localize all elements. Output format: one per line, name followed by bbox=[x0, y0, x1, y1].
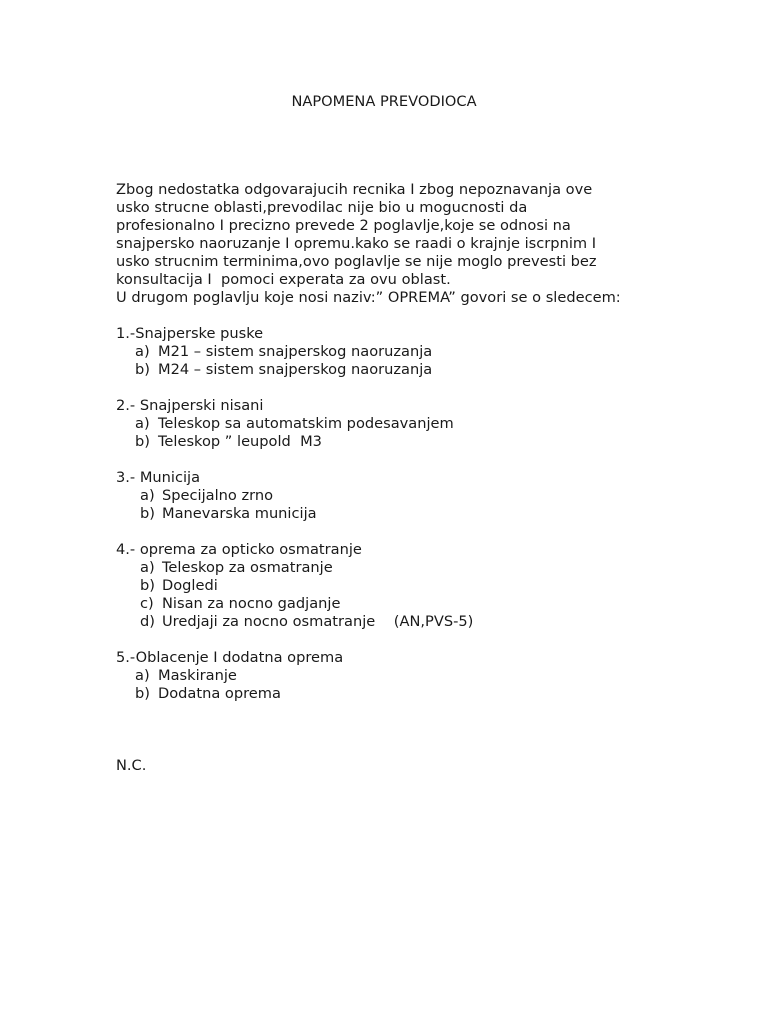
list-marker: a) bbox=[135, 415, 150, 432]
section-snajperske-puske bbox=[116, 325, 736, 379]
list-marker: b) bbox=[135, 433, 150, 450]
signature: N.C. bbox=[116, 757, 147, 774]
list-item bbox=[116, 685, 736, 703]
list-item bbox=[116, 667, 736, 685]
list-item bbox=[116, 559, 736, 577]
list-item-text: M24 – sistem snajperskog naoruzanja bbox=[158, 361, 433, 378]
list-item bbox=[116, 433, 736, 451]
list-item bbox=[116, 505, 736, 523]
intro-line: usko strucne oblasti,prevodilac nije bio u mogucnosti da bbox=[116, 199, 528, 216]
list-marker: b) bbox=[140, 505, 155, 522]
section-heading: 1.-Snajperske puske bbox=[116, 325, 264, 342]
intro-paragraph bbox=[116, 181, 736, 307]
list-item bbox=[116, 343, 736, 361]
intro-line: snajpersko naoruzanje I opremu.kako se raadi o krajnje iscrpnim I bbox=[116, 235, 597, 252]
spacer bbox=[116, 307, 736, 325]
intro-line: Zbog nedostatka odgovarajucih recnika I zbog nepoznavanja ove bbox=[116, 181, 593, 198]
list-item bbox=[116, 487, 736, 505]
list-marker: b) bbox=[140, 577, 155, 594]
section-heading: 4.- oprema za opticko osmatranje bbox=[116, 541, 362, 558]
list-item bbox=[116, 577, 736, 595]
list-item-text: Uredjaji za nocno osmatranje (AN,PVS-5) bbox=[162, 613, 474, 630]
list-item-text: Specijalno zrno bbox=[162, 487, 274, 504]
section-heading: 3.- Municija bbox=[116, 469, 201, 486]
section-oblacenje bbox=[116, 649, 736, 703]
list-item-text: Nisan za nocno gadjanje bbox=[162, 595, 341, 612]
list-marker: b) bbox=[135, 685, 150, 702]
list-marker: b) bbox=[135, 361, 150, 378]
list-item-text: Teleskop ” leupold M3 bbox=[158, 433, 322, 450]
list-item-text: Dodatna oprema bbox=[158, 685, 281, 702]
section-opticko-osmatranje bbox=[116, 541, 736, 631]
list-marker: c) bbox=[140, 595, 154, 612]
spacer bbox=[116, 451, 736, 469]
document-title: NAPOMENA PREVODIOCA bbox=[291, 93, 477, 110]
spacer bbox=[116, 379, 736, 397]
list-item-text: Manevarska municija bbox=[162, 505, 317, 522]
intro-line: usko strucnim terminima,ovo poglavlje se nije moglo prevesti bez bbox=[116, 253, 597, 270]
list-marker: a) bbox=[140, 559, 155, 576]
list-marker: a) bbox=[135, 343, 150, 360]
list-item-text: Dogledi bbox=[162, 577, 218, 594]
list-item-text: Teleskop za osmatranje bbox=[162, 559, 333, 576]
intro-line: konsultacija I pomoci experata za ovu oblast. bbox=[116, 271, 451, 288]
list-marker: a) bbox=[140, 487, 155, 504]
spacer bbox=[116, 523, 736, 541]
section-heading: 2.- Snajperski nisani bbox=[116, 397, 264, 414]
section-heading: 5.-Oblacenje I dodatna oprema bbox=[116, 649, 344, 666]
intro-line: U drugom poglavlju koje nosi naziv:” OPREMA” govori se o sledecem: bbox=[116, 289, 621, 306]
document-body bbox=[116, 181, 736, 703]
section-municija bbox=[116, 469, 736, 523]
list-item bbox=[116, 361, 736, 379]
list-item-text: Teleskop sa automatskim podesavanjem bbox=[158, 415, 454, 432]
list-item bbox=[116, 595, 736, 613]
list-item-text: Maskiranje bbox=[158, 667, 237, 684]
section-snajperski-nisani bbox=[116, 397, 736, 451]
list-marker: a) bbox=[135, 667, 150, 684]
list-marker: d) bbox=[140, 613, 155, 630]
list-item bbox=[116, 613, 736, 631]
intro-line: profesionalno I precizno prevede 2 poglavlje,koje se odnosi na bbox=[116, 217, 571, 234]
spacer bbox=[116, 631, 736, 649]
list-item-text: M21 – sistem snajperskog naoruzanja bbox=[158, 343, 433, 360]
list-item bbox=[116, 415, 736, 433]
